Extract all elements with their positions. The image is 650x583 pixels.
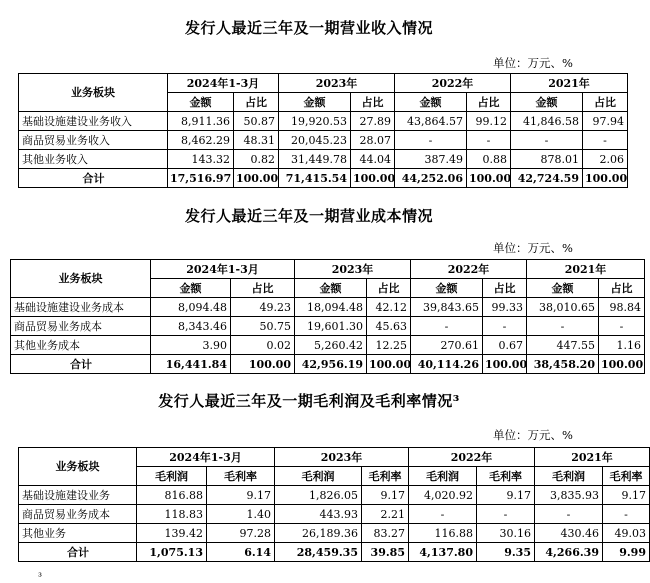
cell-value: 816.88 [137, 486, 207, 505]
table-total-row [19, 169, 628, 188]
cell-value: 18,094.48 [295, 298, 367, 317]
table-header-row [11, 260, 645, 279]
revenue-unit-label: 单位：万元、% [493, 56, 573, 70]
table-row [19, 112, 628, 131]
cell-value: 100.00 [231, 355, 295, 374]
share-header: 占比 [234, 93, 279, 112]
cell-value: - [409, 505, 477, 524]
segment-label: 基础设施建设业务收入 [19, 112, 168, 131]
gross-profit-table-title: 发行人最近三年及一期毛利润及毛利率情况³ [158, 392, 460, 410]
cell-value: 49.03 [603, 524, 650, 543]
cell-value: 39,843.65 [411, 298, 483, 317]
amount-header: 金额 [151, 279, 231, 298]
total-label: 合计 [19, 169, 168, 188]
period-header: 2022年 [411, 260, 527, 279]
cell-value: 99.33 [483, 298, 527, 317]
cell-value: - [599, 317, 645, 336]
cell-value: 41,846.58 [511, 112, 583, 131]
cell-value: 44.04 [351, 150, 395, 169]
cell-value: 97.28 [207, 524, 275, 543]
cell-value: 16,441.84 [151, 355, 231, 374]
cell-value: 0.67 [483, 336, 527, 355]
cell-value: 12.25 [367, 336, 411, 355]
table-row [11, 317, 645, 336]
cell-value: - [395, 131, 467, 150]
cell-value: 100.00 [467, 169, 511, 188]
period-header: 2023年 [279, 74, 395, 93]
cell-value: - [467, 131, 511, 150]
table-row [11, 336, 645, 355]
cell-value: 9.99 [603, 543, 650, 562]
cell-value: 139.42 [137, 524, 207, 543]
amount-header: 金额 [395, 93, 467, 112]
amount-header: 金额 [411, 279, 483, 298]
cell-value: 28,459.35 [275, 543, 362, 562]
share-header: 占比 [483, 279, 527, 298]
share-header: 占比 [583, 93, 628, 112]
period-header: 2024年1-3月 [137, 448, 275, 467]
segment-header: 业务板块 [11, 260, 151, 298]
cell-value: 100.00 [367, 355, 411, 374]
cell-value: 878.01 [511, 150, 583, 169]
cell-value: 71,415.54 [279, 169, 351, 188]
segment-header: 业务板块 [19, 74, 168, 112]
cell-value: 17,516.97 [168, 169, 234, 188]
cell-value: 4,020.92 [409, 486, 477, 505]
cell-value: 5,260.42 [295, 336, 367, 355]
period-header: 2023年 [275, 448, 409, 467]
cell-value: 100.00 [583, 169, 628, 188]
cell-value: - [527, 317, 599, 336]
share-header: 占比 [467, 93, 511, 112]
cell-value: 100.00 [599, 355, 645, 374]
period-header: 2021年 [535, 448, 650, 467]
period-header: 2022年 [409, 448, 535, 467]
cell-value: 430.46 [535, 524, 603, 543]
cell-value: 116.88 [409, 524, 477, 543]
cell-value: 42,724.59 [511, 169, 583, 188]
table-row [19, 505, 650, 524]
cell-value: 1.16 [599, 336, 645, 355]
cell-value: 9.17 [362, 486, 409, 505]
gross-margin-header: 毛利率 [603, 467, 650, 486]
table-total-row [19, 543, 650, 562]
period-header: 2022年 [395, 74, 511, 93]
gross-margin-header: 毛利率 [207, 467, 275, 486]
period-header: 2021年 [511, 74, 628, 93]
cost-table-title: 发行人最近三年及一期营业成本情况 [184, 207, 433, 225]
footnote-marker: ³ [38, 572, 43, 583]
cell-value: 40,114.26 [411, 355, 483, 374]
cell-value: 30.16 [477, 524, 535, 543]
cell-value: 45.63 [367, 317, 411, 336]
cell-value: 50.87 [234, 112, 279, 131]
cell-value: 42.12 [367, 298, 411, 317]
gross-margin-header: 毛利率 [362, 467, 409, 486]
segment-label: 基础设施建设业务成本 [11, 298, 151, 317]
cell-value: 0.82 [234, 150, 279, 169]
cost-table [10, 259, 645, 374]
cell-value: 1.40 [207, 505, 275, 524]
cell-value: 100.00 [351, 169, 395, 188]
segment-label: 商品贸易业务成本 [19, 505, 137, 524]
cell-value: 9.17 [603, 486, 650, 505]
segment-label: 基础设施建设业务 [19, 486, 137, 505]
share-header: 占比 [231, 279, 295, 298]
period-header: 2021年 [527, 260, 645, 279]
cell-value: 4,266.39 [535, 543, 603, 562]
cell-value: 27.89 [351, 112, 395, 131]
share-header: 占比 [351, 93, 395, 112]
cell-value: 38,010.65 [527, 298, 599, 317]
share-header: 占比 [367, 279, 411, 298]
period-header: 2024年1-3月 [151, 260, 295, 279]
share-header: 占比 [599, 279, 645, 298]
cell-value: 1,826.05 [275, 486, 362, 505]
cell-value: 20,045.23 [279, 131, 351, 150]
cell-value: 3,835.93 [535, 486, 603, 505]
cell-value: 44,252.06 [395, 169, 467, 188]
cell-value: 447.55 [527, 336, 599, 355]
cell-value: 100.00 [234, 169, 279, 188]
segment-label: 其他业务收入 [19, 150, 168, 169]
cell-value: 97.94 [583, 112, 628, 131]
table-row [19, 524, 650, 543]
amount-header: 金额 [295, 279, 367, 298]
segment-label: 其他业务 [19, 524, 137, 543]
segment-label: 其他业务成本 [11, 336, 151, 355]
cell-value: 2.06 [583, 150, 628, 169]
cell-value: 42,956.19 [295, 355, 367, 374]
cell-value: 99.12 [467, 112, 511, 131]
cell-value: 83.27 [362, 524, 409, 543]
cell-value: 8,094.48 [151, 298, 231, 317]
table-row [19, 486, 650, 505]
table-total-row [11, 355, 645, 374]
cell-value: 43,864.57 [395, 112, 467, 131]
table-header-row [19, 74, 628, 93]
cell-value: 98.84 [599, 298, 645, 317]
cell-value: 19,601.30 [295, 317, 367, 336]
gross-profit-header: 毛利润 [409, 467, 477, 486]
cell-value: 143.32 [168, 150, 234, 169]
gross-profit-header: 毛利润 [275, 467, 362, 486]
cell-value: 39.85 [362, 543, 409, 562]
cell-value: - [511, 131, 583, 150]
table-header-row [19, 448, 650, 467]
cell-value: - [603, 505, 650, 524]
cell-value: 100.00 [483, 355, 527, 374]
table-row [19, 131, 628, 150]
total-label: 合计 [11, 355, 151, 374]
cell-value: 443.93 [275, 505, 362, 524]
revenue-table-title: 发行人最近三年及一期营业收入情况 [184, 19, 433, 37]
cell-value: 0.88 [467, 150, 511, 169]
cell-value: 2.21 [362, 505, 409, 524]
amount-header: 金额 [168, 93, 234, 112]
total-label: 合计 [19, 543, 137, 562]
cell-value: 48.31 [234, 131, 279, 150]
cell-value: - [411, 317, 483, 336]
cell-value: 26,189.36 [275, 524, 362, 543]
cell-value: 9.17 [477, 486, 535, 505]
segment-label: 商品贸易业务成本 [11, 317, 151, 336]
cell-value: - [483, 317, 527, 336]
cell-value: - [535, 505, 603, 524]
gross-profit-unit-label: 单位：万元、% [493, 428, 573, 442]
cell-value: 6.14 [207, 543, 275, 562]
gross-profit-header: 毛利润 [137, 467, 207, 486]
cell-value: 31,449.78 [279, 150, 351, 169]
cost-unit-label: 单位：万元、% [493, 241, 573, 255]
cell-value: 38,458.20 [527, 355, 599, 374]
amount-header: 金额 [511, 93, 583, 112]
cell-value: 118.83 [137, 505, 207, 524]
segment-header: 业务板块 [19, 448, 137, 486]
period-header: 2024年1-3月 [168, 74, 279, 93]
cell-value: 387.49 [395, 150, 467, 169]
gross-margin-header: 毛利率 [477, 467, 535, 486]
period-header: 2023年 [295, 260, 411, 279]
cell-value: 50.75 [231, 317, 295, 336]
cell-value: 19,920.53 [279, 112, 351, 131]
cell-value: 49.23 [231, 298, 295, 317]
cell-value: 3.90 [151, 336, 231, 355]
cell-value: - [583, 131, 628, 150]
table-row [19, 150, 628, 169]
cell-value: 8,462.29 [168, 131, 234, 150]
cell-value: 9.35 [477, 543, 535, 562]
cell-value: 8,343.46 [151, 317, 231, 336]
cell-value: 4,137.80 [409, 543, 477, 562]
gross-profit-table [18, 447, 650, 562]
cell-value: 1,075.13 [137, 543, 207, 562]
amount-header: 金额 [527, 279, 599, 298]
cell-value: - [477, 505, 535, 524]
cell-value: 270.61 [411, 336, 483, 355]
table-row [11, 298, 645, 317]
gross-profit-header: 毛利润 [535, 467, 603, 486]
cell-value: 28.07 [351, 131, 395, 150]
cell-value: 9.17 [207, 486, 275, 505]
revenue-table [18, 73, 628, 188]
cell-value: 0.02 [231, 336, 295, 355]
cell-value: 8,911.36 [168, 112, 234, 131]
segment-label: 商品贸易业务收入 [19, 131, 168, 150]
amount-header: 金额 [279, 93, 351, 112]
